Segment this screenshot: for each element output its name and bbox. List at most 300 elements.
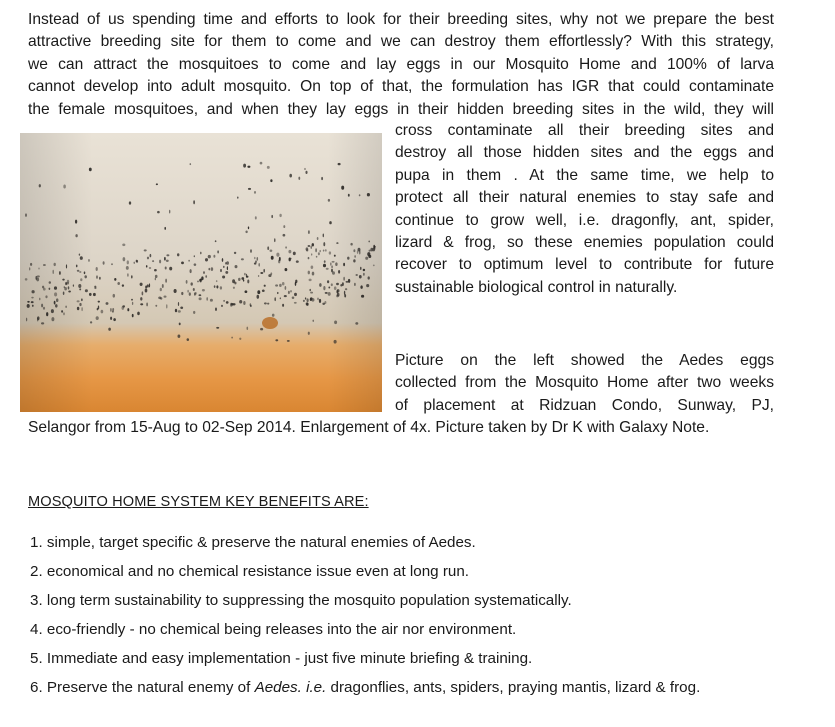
- egg-dot: [285, 268, 288, 271]
- egg-dot: [232, 303, 235, 305]
- egg-dot: [227, 266, 228, 270]
- egg-dot: [312, 272, 315, 276]
- egg-dot: [366, 284, 369, 287]
- egg-dot: [359, 275, 362, 278]
- egg-dot: [264, 302, 267, 304]
- egg-dot: [25, 278, 28, 280]
- photo-caption-last-line: [28, 417, 774, 439]
- egg-dot: [117, 282, 120, 285]
- egg-dot: [155, 305, 157, 307]
- egg-dot: [199, 294, 202, 296]
- egg-dot: [96, 316, 99, 320]
- egg-dot: [79, 303, 81, 306]
- egg-dot: [68, 290, 71, 292]
- egg-dot: [67, 280, 69, 284]
- benefits-heading: MOSQUITO HOME SYSTEM KEY BENEFITS ARE:: [28, 494, 369, 510]
- egg-dot: [243, 164, 246, 168]
- egg-dot: [317, 297, 319, 300]
- egg-dot: [319, 250, 321, 252]
- egg-dot: [319, 299, 321, 303]
- list-item: 3. long term sustainability to suppressing the mosquito population systematically.: [30, 592, 572, 609]
- text-run-italic: Aedes. i.e.: [254, 679, 327, 696]
- egg-dot: [111, 263, 112, 265]
- egg-dot: [147, 257, 149, 260]
- egg-dot: [27, 304, 30, 308]
- egg-dot: [308, 230, 310, 234]
- egg-dot: [244, 273, 246, 276]
- egg-dot: [223, 266, 225, 268]
- egg-dot: [165, 267, 167, 270]
- egg-dot: [308, 245, 311, 247]
- egg-dot: [187, 338, 190, 341]
- egg-dot: [147, 284, 149, 287]
- egg-dot: [258, 275, 259, 277]
- text-line: attractive breeding site for them to come and we can destroy them effortlessly? With this strategy,: [28, 33, 774, 51]
- egg-dot: [283, 234, 286, 237]
- egg-dot: [59, 271, 61, 275]
- egg-dot: [27, 301, 30, 303]
- egg-dot: [275, 339, 278, 341]
- egg-dot: [257, 295, 260, 299]
- egg-dot: [279, 284, 282, 287]
- egg-dot: [190, 163, 192, 165]
- egg-dot: [338, 163, 341, 165]
- egg-dot: [365, 257, 368, 260]
- egg-dot: [164, 295, 167, 297]
- side-paragraph: [395, 120, 774, 299]
- egg-dot: [279, 214, 281, 217]
- egg-dot: [247, 327, 249, 330]
- egg-dot: [197, 280, 199, 282]
- egg-dot: [132, 314, 134, 317]
- egg-dot: [255, 216, 257, 219]
- egg-dot: [374, 246, 376, 248]
- egg-dot: [30, 263, 32, 266]
- egg-dot: [131, 299, 133, 301]
- egg-dot: [346, 281, 349, 283]
- egg-dot: [270, 250, 273, 252]
- egg-dot: [226, 301, 229, 304]
- text-run: dragonflies, ants, spiders, praying mantis, lizard & frog.: [326, 679, 701, 696]
- egg-dot: [123, 257, 126, 261]
- egg-dot: [165, 279, 167, 283]
- egg-dot: [85, 289, 88, 292]
- egg-dot: [77, 300, 80, 302]
- egg-dot: [323, 242, 325, 246]
- egg-dot: [152, 260, 154, 262]
- egg-dot: [90, 321, 92, 323]
- egg-dot: [350, 243, 352, 246]
- egg-dot: [181, 292, 183, 295]
- egg-dot: [311, 246, 312, 249]
- egg-dot: [248, 226, 249, 229]
- egg-dot: [334, 320, 337, 324]
- egg-dot: [354, 255, 356, 258]
- egg-dot: [145, 286, 147, 289]
- egg-dot: [79, 271, 81, 273]
- egg-dot: [304, 168, 305, 170]
- egg-dot: [332, 271, 335, 275]
- text-line: Selangor from 15-Aug to 02-Sep 2014. Enlargement of 4x. Picture taken by Dr K with Galaxy Note.: [28, 419, 710, 436]
- egg-dot: [340, 284, 342, 287]
- egg-dot: [290, 290, 291, 293]
- egg-dot: [311, 266, 314, 269]
- egg-dot: [305, 297, 306, 299]
- egg-dot: [363, 269, 366, 271]
- egg-dot: [84, 275, 87, 278]
- text-line: of placement at Ridzuan Condo, Sunway, PJ,: [395, 396, 774, 414]
- egg-dot: [217, 250, 218, 253]
- egg-dot: [169, 210, 170, 214]
- egg-dot: [166, 254, 169, 256]
- egg-dot: [348, 194, 350, 197]
- egg-dot: [199, 297, 202, 300]
- egg-dot: [239, 300, 242, 304]
- egg-dot: [26, 318, 27, 322]
- egg-dot: [189, 292, 191, 295]
- egg-dot: [208, 255, 211, 258]
- egg-dot: [223, 300, 225, 302]
- egg-dot: [216, 280, 217, 282]
- egg-dot: [31, 301, 34, 303]
- egg-dot: [131, 275, 133, 278]
- egg-dot: [369, 250, 371, 252]
- egg-dot: [140, 283, 143, 286]
- egg-dot: [285, 246, 287, 248]
- list-item: 4. eco-friendly - no chemical being releases into the air nor environment.: [30, 621, 517, 638]
- egg-dot: [55, 304, 58, 307]
- egg-dot: [307, 298, 309, 302]
- egg-dot: [283, 225, 285, 228]
- aedes-eggs-photo: [20, 133, 382, 412]
- egg-dot: [193, 311, 195, 314]
- egg-dot: [355, 322, 358, 325]
- egg-dot: [306, 303, 309, 306]
- egg-dot: [363, 273, 364, 276]
- egg-dot: [106, 302, 109, 305]
- egg-dot: [322, 303, 325, 305]
- egg-dot: [310, 297, 313, 300]
- egg-dot: [205, 275, 207, 278]
- egg-dot: [164, 227, 166, 230]
- egg-dot: [278, 260, 280, 264]
- egg-dot: [154, 269, 157, 271]
- egg-dot: [113, 294, 115, 298]
- egg-dot: [243, 301, 245, 305]
- egg-dot: [42, 286, 44, 289]
- egg-dot: [215, 308, 217, 311]
- text-line: we can attract the mosquitoes to come and lay eggs in our Mosquito Home and 100% of larva: [28, 55, 774, 73]
- egg-dot: [234, 252, 236, 254]
- egg-dot: [324, 260, 326, 263]
- egg-dot: [250, 303, 252, 306]
- intro-paragraph: [28, 9, 774, 121]
- egg-dot: [63, 312, 64, 315]
- egg-dot: [77, 307, 79, 310]
- egg-dot: [288, 250, 291, 253]
- text-line: collected from the Mosquito Home after two weeks: [395, 374, 774, 392]
- egg-dot: [127, 273, 129, 277]
- egg-dot: [177, 253, 179, 256]
- egg-dot: [309, 289, 310, 292]
- egg-dot: [80, 256, 83, 260]
- egg-dot: [166, 304, 167, 308]
- egg-dot: [209, 268, 210, 271]
- egg-dot: [271, 215, 273, 218]
- egg-dot: [292, 296, 295, 298]
- egg-dot: [235, 265, 238, 268]
- egg-dot: [187, 290, 188, 293]
- egg-dot: [355, 274, 357, 276]
- text-line: recover to optimum level to contribute for future: [395, 256, 774, 274]
- egg-dot: [88, 259, 90, 262]
- text-line: protect all their natural enemies to stay safe and: [395, 189, 774, 207]
- egg-dot: [89, 293, 92, 296]
- egg-dot: [194, 255, 195, 257]
- egg-dot: [335, 262, 337, 266]
- egg-dot: [354, 283, 356, 286]
- egg-dot: [112, 308, 114, 311]
- egg-dot: [194, 263, 197, 266]
- egg-dot: [328, 287, 330, 289]
- egg-dot: [43, 264, 46, 266]
- egg-dot: [61, 310, 63, 313]
- egg-dot: [99, 277, 101, 280]
- egg-dot: [344, 291, 345, 295]
- egg-dot: [359, 194, 361, 196]
- egg-dot: [353, 259, 355, 262]
- egg-dot: [41, 304, 43, 308]
- egg-dot: [222, 276, 225, 279]
- egg-dot: [210, 299, 213, 302]
- egg-dot: [146, 302, 148, 306]
- egg-dot: [150, 254, 152, 257]
- egg-dot: [178, 310, 181, 313]
- egg-dot: [274, 238, 275, 242]
- egg-dot: [334, 255, 336, 257]
- egg-dot: [267, 303, 269, 305]
- egg-dot: [31, 297, 33, 299]
- egg-dot: [243, 280, 244, 282]
- egg-dot: [293, 252, 296, 256]
- egg-dot: [174, 289, 177, 293]
- text-line: destroy all those hidden sites and the eggs and: [395, 144, 774, 162]
- egg-dot: [298, 177, 300, 180]
- egg-dot: [126, 266, 129, 270]
- egg-dot: [315, 248, 317, 252]
- egg-dot: [296, 260, 299, 263]
- egg-dot: [149, 267, 151, 269]
- egg-dot: [239, 338, 241, 340]
- egg-dot: [313, 320, 314, 322]
- egg-dot: [271, 256, 274, 260]
- egg-dot: [66, 264, 67, 268]
- egg-dot: [214, 285, 216, 288]
- egg-dot: [81, 298, 82, 301]
- egg-dot: [68, 286, 70, 289]
- egg-dot: [246, 274, 247, 278]
- egg-dot: [63, 291, 65, 294]
- egg-dot: [162, 284, 164, 288]
- egg-dot: [336, 283, 339, 285]
- egg-dot: [108, 328, 111, 331]
- egg-dot: [263, 269, 265, 273]
- egg-dot: [348, 279, 350, 283]
- egg-dot: [127, 308, 129, 311]
- egg-dot: [254, 191, 256, 194]
- egg-dot: [200, 252, 202, 255]
- egg-dot: [54, 263, 56, 266]
- egg-dot: [329, 221, 332, 224]
- egg-dot: [245, 230, 247, 233]
- egg-dot: [64, 286, 65, 288]
- egg-dot: [94, 286, 96, 288]
- egg-dot: [101, 310, 104, 314]
- egg-dot: [73, 284, 74, 286]
- egg-dot: [294, 293, 297, 296]
- egg-dot: [277, 292, 278, 294]
- egg-dot: [347, 257, 349, 260]
- egg-dot: [368, 276, 370, 279]
- egg-dot: [285, 286, 287, 290]
- egg-dot: [270, 179, 272, 182]
- egg-dot: [367, 193, 370, 196]
- egg-dot: [274, 297, 276, 301]
- egg-dot: [226, 261, 229, 265]
- egg-dot: [288, 291, 290, 294]
- egg-dot: [178, 302, 179, 306]
- egg-dot: [149, 283, 150, 287]
- egg-dot: [114, 278, 116, 281]
- text-run: 6. Preserve the natural enemy of: [30, 679, 255, 696]
- egg-dot: [129, 201, 131, 204]
- egg-dot: [39, 184, 41, 187]
- list-item: 1. simple, target specific & preserve the natural enemies of Aedes.: [30, 534, 476, 551]
- egg-dot: [62, 279, 64, 281]
- egg-dot: [306, 249, 308, 251]
- egg-dot: [178, 335, 181, 338]
- egg-dot: [132, 302, 133, 305]
- egg-dot: [373, 248, 376, 252]
- egg-dot: [258, 263, 259, 267]
- text-line: pupa in them . At the same time, we help to: [395, 166, 774, 184]
- egg-dot: [79, 288, 81, 290]
- egg-dot: [295, 280, 297, 283]
- egg-dot: [323, 250, 325, 252]
- egg-dot: [142, 291, 144, 295]
- egg-dot: [270, 272, 272, 275]
- egg-dot: [179, 323, 181, 326]
- egg-dot: [317, 237, 319, 240]
- egg-dot: [127, 260, 129, 264]
- egg-dot: [231, 337, 232, 339]
- egg-dot: [230, 303, 233, 307]
- text-line: lizard & frog, so these enemies population could: [395, 233, 774, 251]
- egg-dot: [93, 293, 96, 296]
- egg-dot: [329, 251, 331, 254]
- egg-dot: [211, 267, 214, 271]
- egg-dot: [275, 284, 278, 286]
- egg-dot: [360, 285, 362, 289]
- egg-dot: [260, 328, 263, 331]
- egg-dot: [155, 275, 158, 278]
- egg-dot: [289, 174, 292, 178]
- egg-dot: [213, 255, 215, 258]
- egg-dot: [38, 268, 39, 270]
- egg-dot: [318, 252, 320, 255]
- egg-dot: [45, 295, 47, 298]
- egg-dot: [220, 286, 222, 289]
- egg-dot: [89, 168, 92, 172]
- egg-dot: [84, 271, 86, 274]
- egg-dot: [282, 282, 285, 285]
- egg-dot: [37, 275, 40, 277]
- egg-dot: [233, 287, 235, 289]
- egg-dot: [193, 200, 195, 204]
- benefits-list: [30, 531, 700, 705]
- egg-dot: [49, 288, 51, 290]
- egg-dot: [360, 267, 361, 270]
- egg-dot: [308, 271, 310, 275]
- egg-dot: [54, 292, 57, 296]
- text-line: the female mosquitoes, and when they lay eggs in their hidden breeding sites in the wild, they will: [28, 100, 774, 118]
- egg-dot: [222, 258, 224, 262]
- egg-dot: [75, 234, 77, 237]
- egg-dot: [156, 183, 158, 185]
- egg-dot: [140, 303, 143, 305]
- egg-dot: [76, 264, 78, 267]
- egg-dot: [323, 234, 324, 238]
- text-line: continue to grow well, i.e. dragonfly, ant, spider,: [395, 211, 774, 229]
- egg-dot: [326, 268, 329, 270]
- egg-dot: [238, 278, 241, 281]
- egg-dot: [316, 256, 318, 258]
- egg-dot: [191, 282, 193, 285]
- egg-dot: [257, 257, 259, 261]
- egg-dot: [247, 166, 250, 168]
- egg-dot: [206, 297, 208, 301]
- egg-dot: [54, 286, 57, 289]
- egg-dot: [158, 296, 161, 299]
- egg-dot: [164, 257, 166, 261]
- egg-dot: [181, 262, 184, 265]
- egg-dot: [247, 279, 249, 283]
- egg-dot: [325, 292, 328, 294]
- egg-dot: [186, 280, 188, 284]
- egg-dot: [205, 258, 208, 261]
- egg-dot: [260, 162, 263, 165]
- egg-dot: [75, 220, 77, 224]
- egg-dot: [341, 186, 344, 190]
- egg-dot: [145, 288, 148, 292]
- egg-dot: [122, 305, 125, 307]
- egg-dot: [254, 257, 255, 260]
- egg-dot: [215, 240, 217, 242]
- egg-dot: [325, 249, 327, 252]
- egg-dot: [323, 286, 325, 290]
- egg-dot: [331, 265, 333, 268]
- list-item: 5. Immediate and easy implementation - just five minute briefing & training.: [30, 650, 533, 667]
- egg-dot: [63, 185, 66, 189]
- egg-dot: [51, 309, 54, 313]
- egg-dot: [294, 302, 297, 304]
- egg-dot: [193, 288, 195, 291]
- egg-dot: [319, 283, 321, 287]
- egg-dot: [175, 309, 177, 313]
- egg-dot: [159, 260, 161, 264]
- egg-dot: [358, 248, 361, 252]
- egg-dot: [272, 314, 275, 317]
